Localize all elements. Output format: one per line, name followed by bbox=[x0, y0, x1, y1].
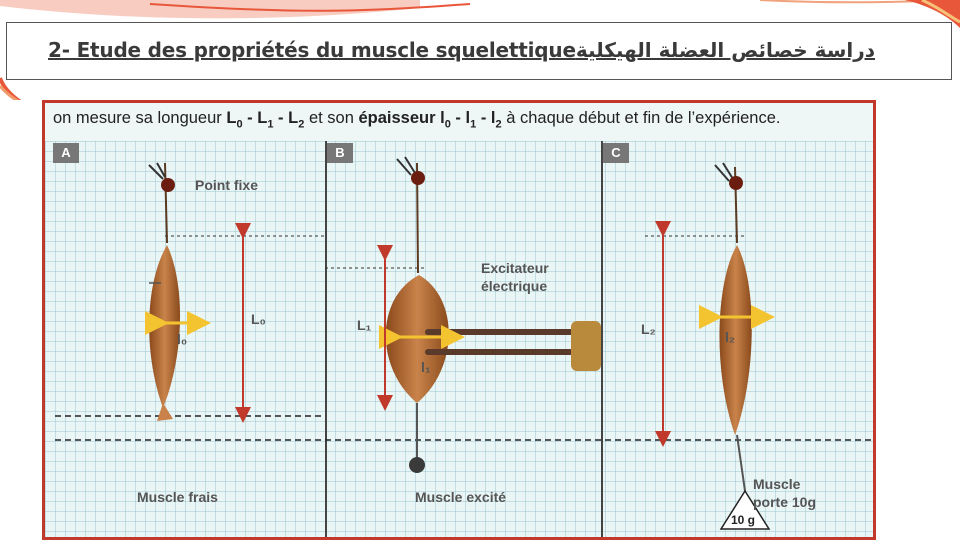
caption-l1: l bbox=[465, 109, 471, 127]
label-l1: l₁ bbox=[421, 359, 431, 375]
muscle-drawings bbox=[45, 103, 876, 540]
slide-title bbox=[48, 38, 875, 62]
caption-l0-sub: 0 bbox=[444, 118, 451, 131]
panel-tag-b: B bbox=[327, 143, 353, 163]
caption-epaisseur: épaisseur bbox=[358, 109, 436, 127]
caption-text-2: et son bbox=[304, 109, 359, 127]
caption-l0: l bbox=[440, 109, 445, 127]
slide-title-ar: دراسة خصائص العضلة الهيكلية bbox=[575, 38, 876, 62]
caption-L2-sub: 2 bbox=[298, 118, 305, 131]
label-l0: l₀ bbox=[177, 331, 188, 347]
caption-L2: L bbox=[288, 109, 299, 127]
tendon-a bbox=[165, 163, 167, 243]
caption-l2: l bbox=[490, 109, 496, 127]
label-L1: L₁ bbox=[357, 317, 372, 333]
label-L0: L₀ bbox=[251, 311, 266, 327]
label-excitateur: Excitateur électrique bbox=[481, 260, 549, 294]
caption-text-1: on mesure sa longueur bbox=[53, 109, 227, 127]
hook-c bbox=[715, 163, 733, 181]
weight-label: 10 g bbox=[731, 513, 756, 527]
panel-tag-a: A bbox=[53, 143, 79, 163]
slide-title-fr: 2- Etude des propriétés du muscle squelettique bbox=[48, 38, 576, 62]
caption-L1-sub: 1 bbox=[267, 118, 274, 131]
label-L2: L₂ bbox=[641, 321, 656, 337]
label-point-fixe: Point fixe bbox=[195, 177, 259, 193]
excitator-handle bbox=[571, 321, 601, 371]
weight-ball-b bbox=[409, 457, 425, 473]
caption-L0-sub: 0 bbox=[236, 118, 243, 131]
fixation-point-a bbox=[161, 178, 175, 192]
caption-text-3: à chaque début et fin de l’expérience. bbox=[501, 109, 781, 127]
electrode-lower bbox=[425, 349, 585, 355]
caption-l1-sub: 1 bbox=[470, 118, 477, 131]
caption-dash: - bbox=[476, 109, 491, 127]
caption-dash: - bbox=[242, 109, 258, 127]
hook-a bbox=[149, 163, 165, 179]
caption-L1: L bbox=[257, 109, 268, 127]
wire-c bbox=[737, 435, 745, 491]
caption-l2-sub: 2 bbox=[495, 118, 502, 131]
label-l2: l₂ bbox=[725, 329, 736, 345]
muscle-b bbox=[386, 275, 449, 403]
caption-dash: - bbox=[273, 109, 289, 127]
panel-c-caption: Muscle porte 10g bbox=[753, 476, 817, 510]
fixation-point-c bbox=[729, 176, 743, 190]
muscle-a bbox=[149, 245, 180, 408]
electrode-upper bbox=[425, 329, 585, 335]
panel-a-caption: Muscle frais bbox=[137, 489, 218, 505]
muscle-experiment-figure bbox=[42, 100, 876, 540]
fixation-point-b bbox=[411, 171, 425, 185]
panel-tag-c: C bbox=[603, 143, 629, 163]
hook-b bbox=[397, 157, 415, 175]
caption-L0: L bbox=[226, 109, 237, 127]
panel-b-caption: Muscle excité bbox=[415, 489, 507, 505]
caption-dash: - bbox=[450, 109, 466, 127]
